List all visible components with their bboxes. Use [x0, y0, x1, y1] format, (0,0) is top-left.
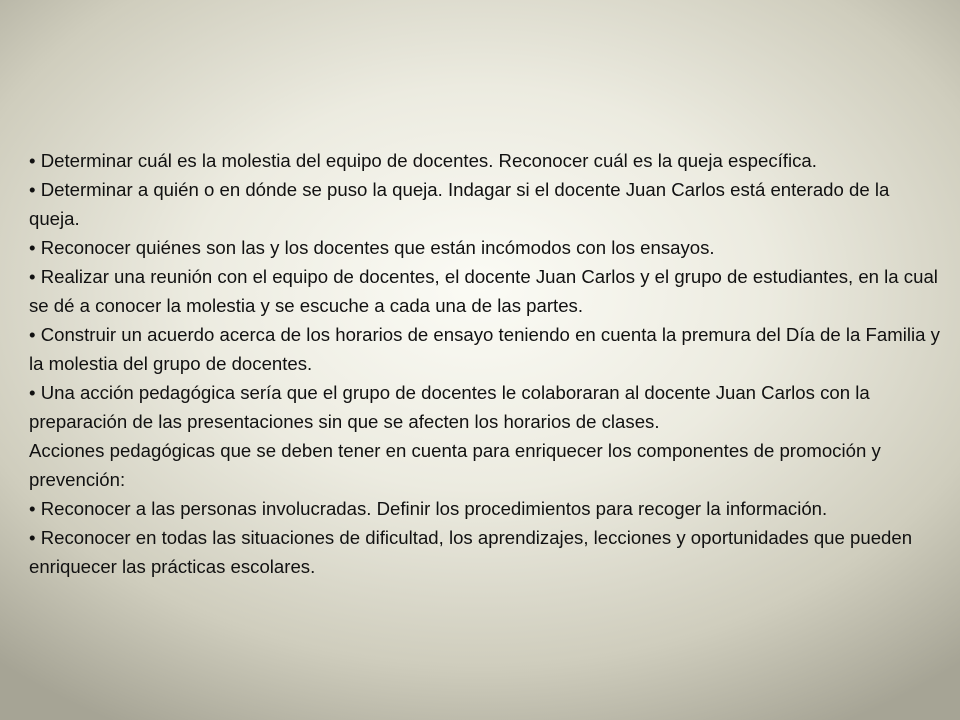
bullet-item: • Determinar cuál es la molestia del equipo de docentes. Reconocer cuál es la queja específica.	[29, 146, 944, 175]
bullet-item: • Reconocer en todas las situaciones de dificultad, los aprendizajes, lecciones y oportunidades que pueden enriquecer las prácticas escolares.	[29, 523, 944, 581]
bullet-item: • Realizar una reunión con el equipo de docentes, el docente Juan Carlos y el grupo de estudiantes, en la cual se dé a conocer la molestia y se escuche a cada una de las partes.	[29, 262, 944, 320]
slide-body-text	[29, 146, 944, 581]
section-heading-text: Acciones pedagógicas que se deben tener en cuenta para enriquecer los componentes de promoción y prevención:	[29, 440, 881, 490]
bullet-item: • Reconocer quiénes son las y los docentes que están incómodos con los ensayos.	[29, 233, 944, 262]
bullet-item: • Construir un acuerdo acerca de los horarios de ensayo teniendo en cuenta la premura del Día de la Familia y la molestia del grupo de docentes.	[29, 320, 944, 378]
bullet-item: • Reconocer a las personas involucradas. Definir los procedimientos para recoger la información.	[29, 494, 944, 523]
bullet-item: • Determinar a quién o en dónde se puso la queja. Indagar si el docente Juan Carlos está enterado de la queja.	[29, 175, 944, 233]
bullet-item: • Una acción pedagógica sería que el grupo de docentes le colaboraran al docente Juan Carlos con la preparación de las presentaciones sin que se afecten los horarios de clases.	[29, 378, 944, 436]
